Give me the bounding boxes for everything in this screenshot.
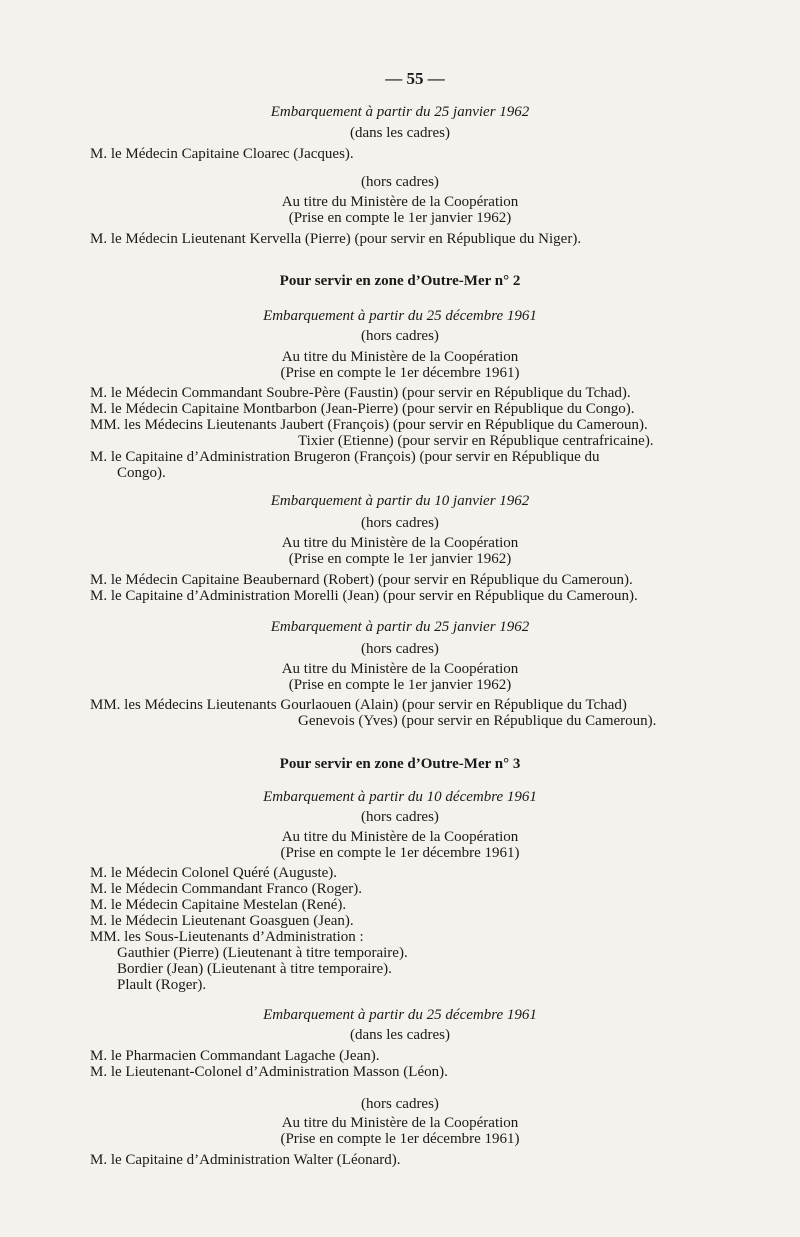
appointment-line: Bordier (Jean) (Lieutenant à titre temporaire).: [117, 961, 392, 977]
ministry-line: Au titre du Ministère de la Coopération: [281, 349, 519, 365]
appointment-line: M. le Capitaine d’Administration Brugeron (François) (pour servir en République du: [90, 449, 600, 465]
appointment-line: M. le Médecin Capitaine Cloarec (Jacques).: [90, 146, 354, 162]
embarkation-heading: Embarquement à partir du 10 décembre 1961: [263, 789, 537, 805]
prise-line: (Prise en compte le 1er janvier 1962): [288, 677, 512, 693]
appointment-line: MM. les Médecins Lieutenants Jaubert (François) (pour servir en République du Cameroun).: [90, 417, 648, 433]
appointment-line: Genevois (Yves) (pour servir en République du Cameroun).: [298, 713, 657, 729]
appointment-line: M. le Médecin Lieutenant Kervella (Pierre) (pour servir en République du Niger).: [90, 231, 582, 247]
embarkation-heading: Embarquement à partir du 10 janvier 1962: [270, 493, 530, 509]
ministry-line: Au titre du Ministère de la Coopération: [281, 194, 519, 210]
appointment-line: Tixier (Etienne) (pour servir en République centrafricaine).: [298, 433, 654, 449]
embarkation-heading: Embarquement à partir du 25 janvier 1962: [270, 619, 530, 635]
appointment-line: M. le Médecin Colonel Quéré (Auguste).: [90, 865, 338, 881]
cadre-status: (hors cadres): [361, 174, 439, 190]
appointment-line: MM. les Sous-Lieutenants d’Administration :: [90, 929, 364, 945]
appointment-line: Gauthier (Pierre) (Lieutenant à titre temporaire).: [117, 945, 408, 961]
embarkation-heading: Embarquement à partir du 25 décembre 1961: [263, 1007, 537, 1023]
cadre-status: (hors cadres): [361, 328, 439, 344]
appointment-line: MM. les Médecins Lieutenants Gourlaouen (Alain) (pour servir en République du Tchad): [90, 697, 627, 713]
appointment-line: M. le Médecin Commandant Soubre-Père (Faustin) (pour servir en République du Tchad).: [90, 385, 631, 401]
prise-line: (Prise en compte le 1er décembre 1961): [280, 365, 520, 381]
appointment-line: Congo).: [117, 465, 166, 481]
prise-line: (Prise en compte le 1er janvier 1962): [288, 210, 512, 226]
cadre-status: (hors cadres): [361, 1096, 439, 1112]
appointment-line: M. le Médecin Commandant Franco (Roger).: [90, 881, 363, 897]
ministry-line: Au titre du Ministère de la Coopération: [281, 661, 519, 677]
appointment-line: M. le Médecin Capitaine Beaubernard (Robert) (pour servir en République du Cameroun).: [90, 572, 633, 588]
embarkation-heading: Embarquement à partir du 25 décembre 1961: [263, 308, 537, 324]
appointment-line: Plault (Roger).: [117, 977, 207, 993]
appointment-line: M. le Lieutenant-Colonel d’Administration Masson (Léon).: [90, 1064, 448, 1080]
zone-heading: Pour servir en zone d’Outre-Mer n° 2: [279, 273, 521, 289]
cadre-status: (hors cadres): [361, 641, 439, 657]
prise-line: (Prise en compte le 1er janvier 1962): [288, 551, 512, 567]
appointment-line: M. le Capitaine d’Administration Walter (Léonard).: [90, 1152, 401, 1168]
embarkation-heading: Embarquement à partir du 25 janvier 1962: [270, 104, 530, 120]
ministry-line: Au titre du Ministère de la Coopération: [281, 535, 519, 551]
page-number: — 55 —: [385, 69, 445, 88]
appointment-line: M. le Médecin Lieutenant Goasguen (Jean).: [90, 913, 354, 929]
cadre-status: (hors cadres): [361, 515, 439, 531]
cadre-status: (dans les cadres): [350, 125, 450, 141]
appointment-line: M. le Capitaine d’Administration Morelli (Jean) (pour servir en République du Cameroun).: [90, 588, 638, 604]
appointment-line: M. le Médecin Capitaine Mestelan (René).: [90, 897, 347, 913]
appointment-line: M. le Médecin Capitaine Montbarbon (Jean-Pierre) (pour servir en République du Congo).: [90, 401, 635, 417]
appointment-line: M. le Pharmacien Commandant Lagache (Jean).: [90, 1048, 380, 1064]
cadre-status: (dans les cadres): [350, 1027, 450, 1043]
prise-line: (Prise en compte le 1er décembre 1961): [280, 845, 520, 861]
prise-line: (Prise en compte le 1er décembre 1961): [280, 1131, 520, 1147]
cadre-status: (hors cadres): [361, 809, 439, 825]
ministry-line: Au titre du Ministère de la Coopération: [281, 829, 519, 845]
zone-heading: Pour servir en zone d’Outre-Mer n° 3: [279, 756, 521, 772]
ministry-line: Au titre du Ministère de la Coopération: [281, 1115, 519, 1131]
